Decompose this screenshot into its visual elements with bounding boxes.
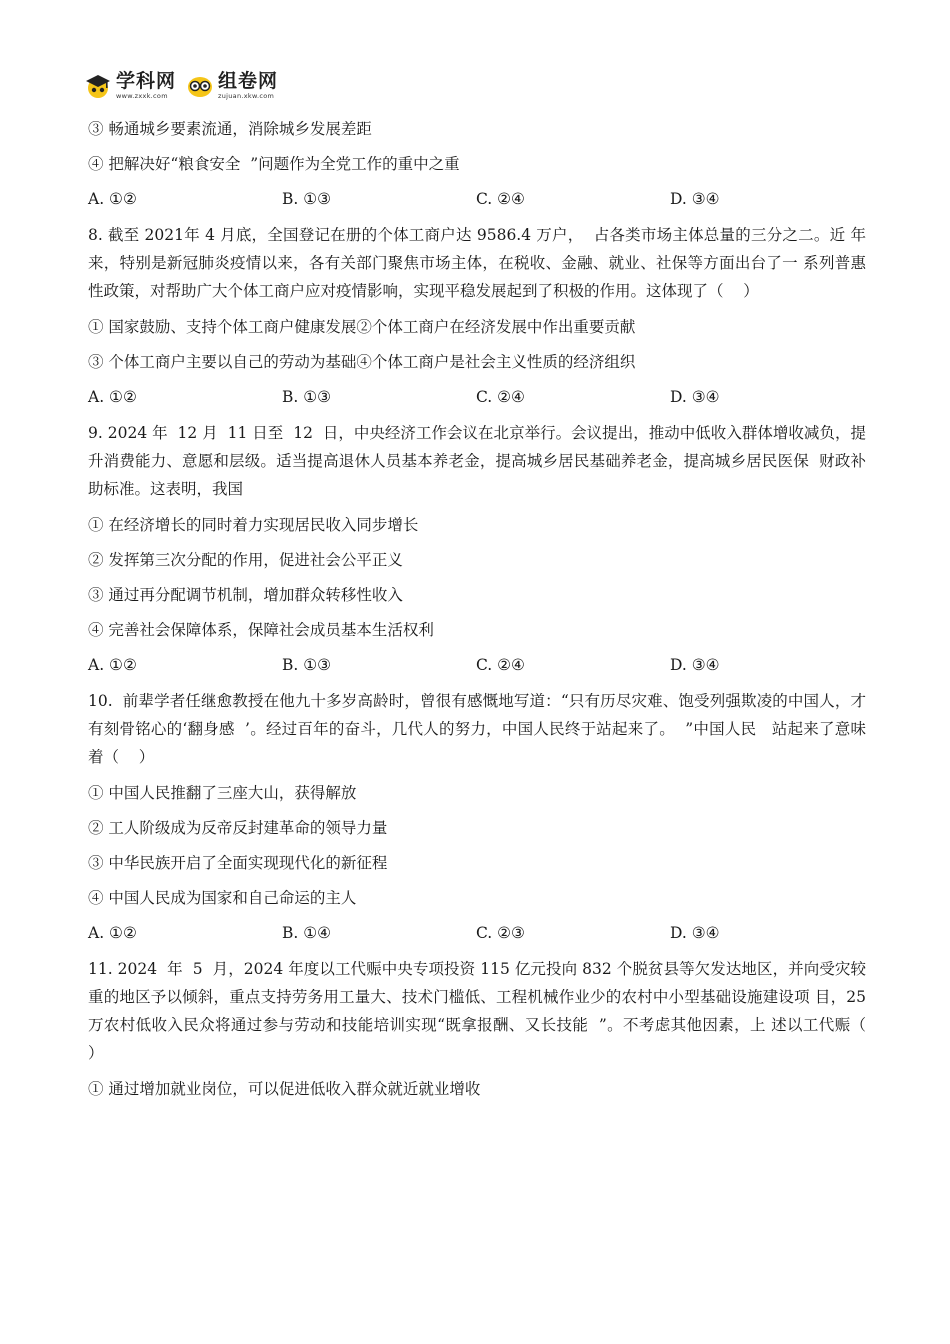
option-b: B. ①③ [282,388,332,406]
owl-icon [186,72,214,100]
document-body [88,116,886,1102]
logo2-url: zujuan.xkw.com [218,92,275,101]
option-a: A. ①② [88,190,137,208]
q11-item-1: ① 通过增加就业岗位，可以促进低收入群众就近就业增收 [88,1080,481,1098]
option-d: D. ③④ [670,656,720,674]
option-b: B. ①③ [282,190,332,208]
q10-options [88,920,866,946]
q9-item-2: ② 发挥第三次分配的作用，促进社会公平正义 [88,551,403,569]
logo2-name: 组卷网 [218,70,279,93]
q9-item-1: ① 在经济增长的同时着力实现居民收入同步增长 [88,516,419,534]
option-c: C. ②④ [476,388,525,406]
zujuan-logo [186,72,278,100]
option-b: B. ①③ [282,656,332,674]
option-a: A. ①② [88,388,137,406]
q10-item-1: ① 中国人民推翻了三座大山，获得解放 [88,784,357,802]
logo1-name: 学科网 [116,70,177,93]
header-logos [84,66,278,106]
option-c: C. ②④ [476,656,525,674]
question-10-text: 10. 前辈学者任继愈教授在他九十多岁高龄时，曾很有感慨地写道：“只有历尽灾难、饱受列强欺凌的中国人，才有刻骨铭心的‘翻身感 ’。经过百年的奋斗，几代人的努力，中国人民终于站起来了。 ”中国人民 站起来了意味着（ ） [88,692,866,766]
q8-item-1: ① 国家鼓励、支持个体工商户健康发展②个体工商户在经济发展中作出重要贡献 [88,318,636,336]
prev-item-4: ④ 把解决好“粮食安全 ”问题作为全党工作的重中之重 [88,155,460,173]
q8-item-2: ③ 个体工商户主要以自己的劳动为基础④个体工商户是社会主义性质的经济组织 [88,353,636,371]
q9-options [88,652,866,678]
zxxk-logo [84,72,176,100]
option-d: D. ③④ [670,388,720,406]
question-8-text: 8. 截至 2021年 4 月底，全国登记在册的个体工商户达 9586.4 万户， 占各类市场主体总量的三分之二。近 年来，特别是新冠肺炎疫情以来，各有关部门聚焦市场主体，在税收、金融、就业、社保等方面出台了一 系列普惠性政策，对帮助广大个体工商户应对疫情影响，实现平稳发展起到了积极的作用。这体现了（ ） [88,226,866,300]
q8-options [88,384,866,410]
q9-item-4: ④ 完善社会保障体系，保障社会成员基本生活权利 [88,621,434,639]
q10-item-4: ④ 中国人民成为国家和自己命运的主人 [88,889,357,907]
q10-item-3: ③ 中华民族开启了全面实现现代化的新征程 [88,854,388,872]
q9-item-3: ③ 通过再分配调节机制，增加群众转移性收入 [88,586,403,604]
option-d: D. ③④ [670,190,720,208]
prev-item-3: ③ 畅通城乡要素流通，消除城乡发展差距 [88,120,372,138]
option-b: B. ①④ [282,924,332,942]
question-9-text: 9. 2024 年 12 月 11 日至 12 日，中央经济工作会议在北京举行。会议提出，推动中低收入群体增收减负，提 升消费能力、意愿和层级。适当提高退休人员基本养老金，提高城乡居民基础养老金，提高城乡居民医保 财政补助标准。这表明，我国 [88,424,871,498]
prev-options [88,186,866,212]
logo1-url: www.zxxk.com [116,92,168,101]
q10-item-2: ② 工人阶级成为反帝反封建革命的领导力量 [88,819,388,837]
option-c: C. ②③ [476,924,525,942]
option-d: D. ③④ [670,924,720,942]
option-c: C. ②④ [476,190,525,208]
question-11-text: 11. 2024 年 5 月，2024 年度以工代赈中央专项投资 115 亿元投向 832 个脱贫县等欠发达地区，并向受灾较 重的地区予以倾斜，重点支持劳务用工量大、技术门槛低、工程机械作业少的农村中小型基础设施建设项 目，25 万农村低收入民众将通过参与劳动和技能培训实现“既拿报酬、又长技能 ”。不考虑其他因素，上 述以工代赈（ ） [88,960,886,1062]
option-a: A. ①② [88,924,137,942]
option-a: A. ①② [88,656,137,674]
graduation-cap-icon [84,72,112,100]
